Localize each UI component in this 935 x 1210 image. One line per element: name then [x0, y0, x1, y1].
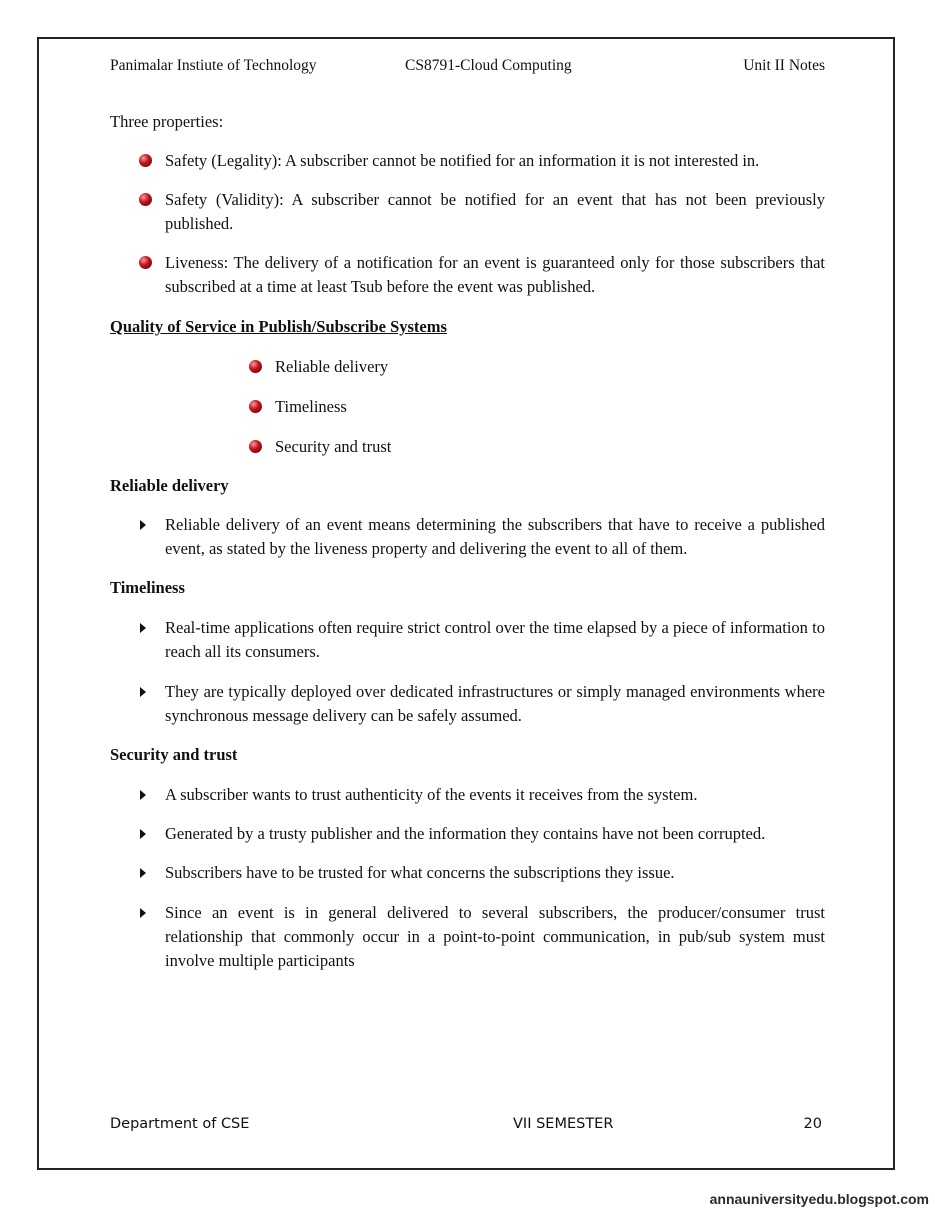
list-item	[110, 251, 825, 299]
qos-heading: Quality of Service in Publish/Subscribe Systems	[110, 317, 447, 336]
timeliness-heading: Timeliness	[110, 578, 185, 597]
security-item-text: Generated by a trusty publisher and the information they contains have not been corrupted.	[165, 824, 766, 843]
triangle-bullet-icon	[140, 687, 146, 697]
reliable-heading: Reliable delivery	[110, 476, 229, 495]
security-heading: Security and trust	[110, 745, 238, 764]
timeliness-item-text: They are typically deployed over dedicated infrastructures or simply managed environments where synchronous message delivery can be safely assumed.	[165, 682, 825, 725]
list-item	[110, 149, 825, 173]
list-item	[110, 783, 825, 807]
timeliness-item-text: Real-time applications often require strict control over the time elapsed by a piece of information to reach all its consumers.	[165, 618, 825, 661]
list-item	[110, 680, 825, 728]
red-ball-bullet-icon	[139, 256, 152, 269]
property-text: Safety (Validity): A subscriber cannot be notified for an event that has not been previously published.	[165, 190, 825, 233]
intro-text: Three properties:	[110, 112, 224, 131]
list-item	[110, 822, 825, 846]
security-list	[110, 783, 825, 973]
red-ball-bullet-icon	[139, 193, 152, 206]
qos-item-text: Timeliness	[275, 397, 347, 416]
header-course: CS8791-Cloud Computing	[405, 57, 572, 74]
reliable-item-text: Reliable delivery of an event means determining the subscribers that have to receive a published event, as stated by the liveness property and delivering the event to all of them.	[165, 515, 825, 558]
triangle-bullet-icon	[140, 520, 146, 530]
list-item	[110, 435, 825, 459]
triangle-bullet-icon	[140, 623, 146, 633]
red-ball-bullet-icon	[249, 440, 262, 453]
list-item	[110, 616, 825, 664]
page-content	[110, 110, 825, 973]
list-item	[110, 355, 825, 379]
security-item-text: Subscribers have to be trusted for what concerns the subscriptions they issue.	[165, 863, 675, 882]
list-item	[110, 901, 825, 973]
header-unit: Unit II Notes	[743, 57, 825, 74]
property-text: Liveness: The delivery of a notification for an event is guaranteed only for those subscribers that subscribed at a time at least Tsub before the event was published.	[165, 253, 825, 296]
red-ball-bullet-icon	[249, 400, 262, 413]
security-item-text: A subscriber wants to trust authenticity of the events it receives from the system.	[165, 785, 698, 804]
red-ball-bullet-icon	[139, 154, 152, 167]
list-item	[110, 188, 825, 236]
list-item	[110, 861, 825, 885]
reliable-list	[110, 513, 825, 561]
header-institute: Panimalar Instiute of Technology	[110, 57, 317, 74]
footer-semester: VII SEMESTER	[513, 1116, 614, 1132]
triangle-bullet-icon	[140, 908, 146, 918]
property-text: Safety (Legality): A subscriber cannot be notified for an information it is not interested in.	[165, 151, 760, 170]
security-item-text: Since an event is in general delivered to several subscribers, the producer/consumer trust relationship that commonly occur in a point-to-point communication, in pub/sub system must involve multiple participants	[165, 903, 825, 970]
qos-item-text: Security and trust	[275, 437, 392, 456]
timeliness-list	[110, 616, 825, 728]
list-item	[110, 395, 825, 419]
qos-list	[110, 355, 825, 459]
watermark-url: annauniversityedu.blogspot.com	[709, 1191, 929, 1207]
properties-list	[110, 149, 825, 299]
footer-department: Department of CSE	[110, 1116, 250, 1132]
triangle-bullet-icon	[140, 868, 146, 878]
qos-item-text: Reliable delivery	[275, 357, 389, 376]
triangle-bullet-icon	[140, 790, 146, 800]
footer-page-number: 20	[803, 1116, 822, 1132]
list-item	[110, 513, 825, 561]
red-ball-bullet-icon	[249, 360, 262, 373]
triangle-bullet-icon	[140, 829, 146, 839]
